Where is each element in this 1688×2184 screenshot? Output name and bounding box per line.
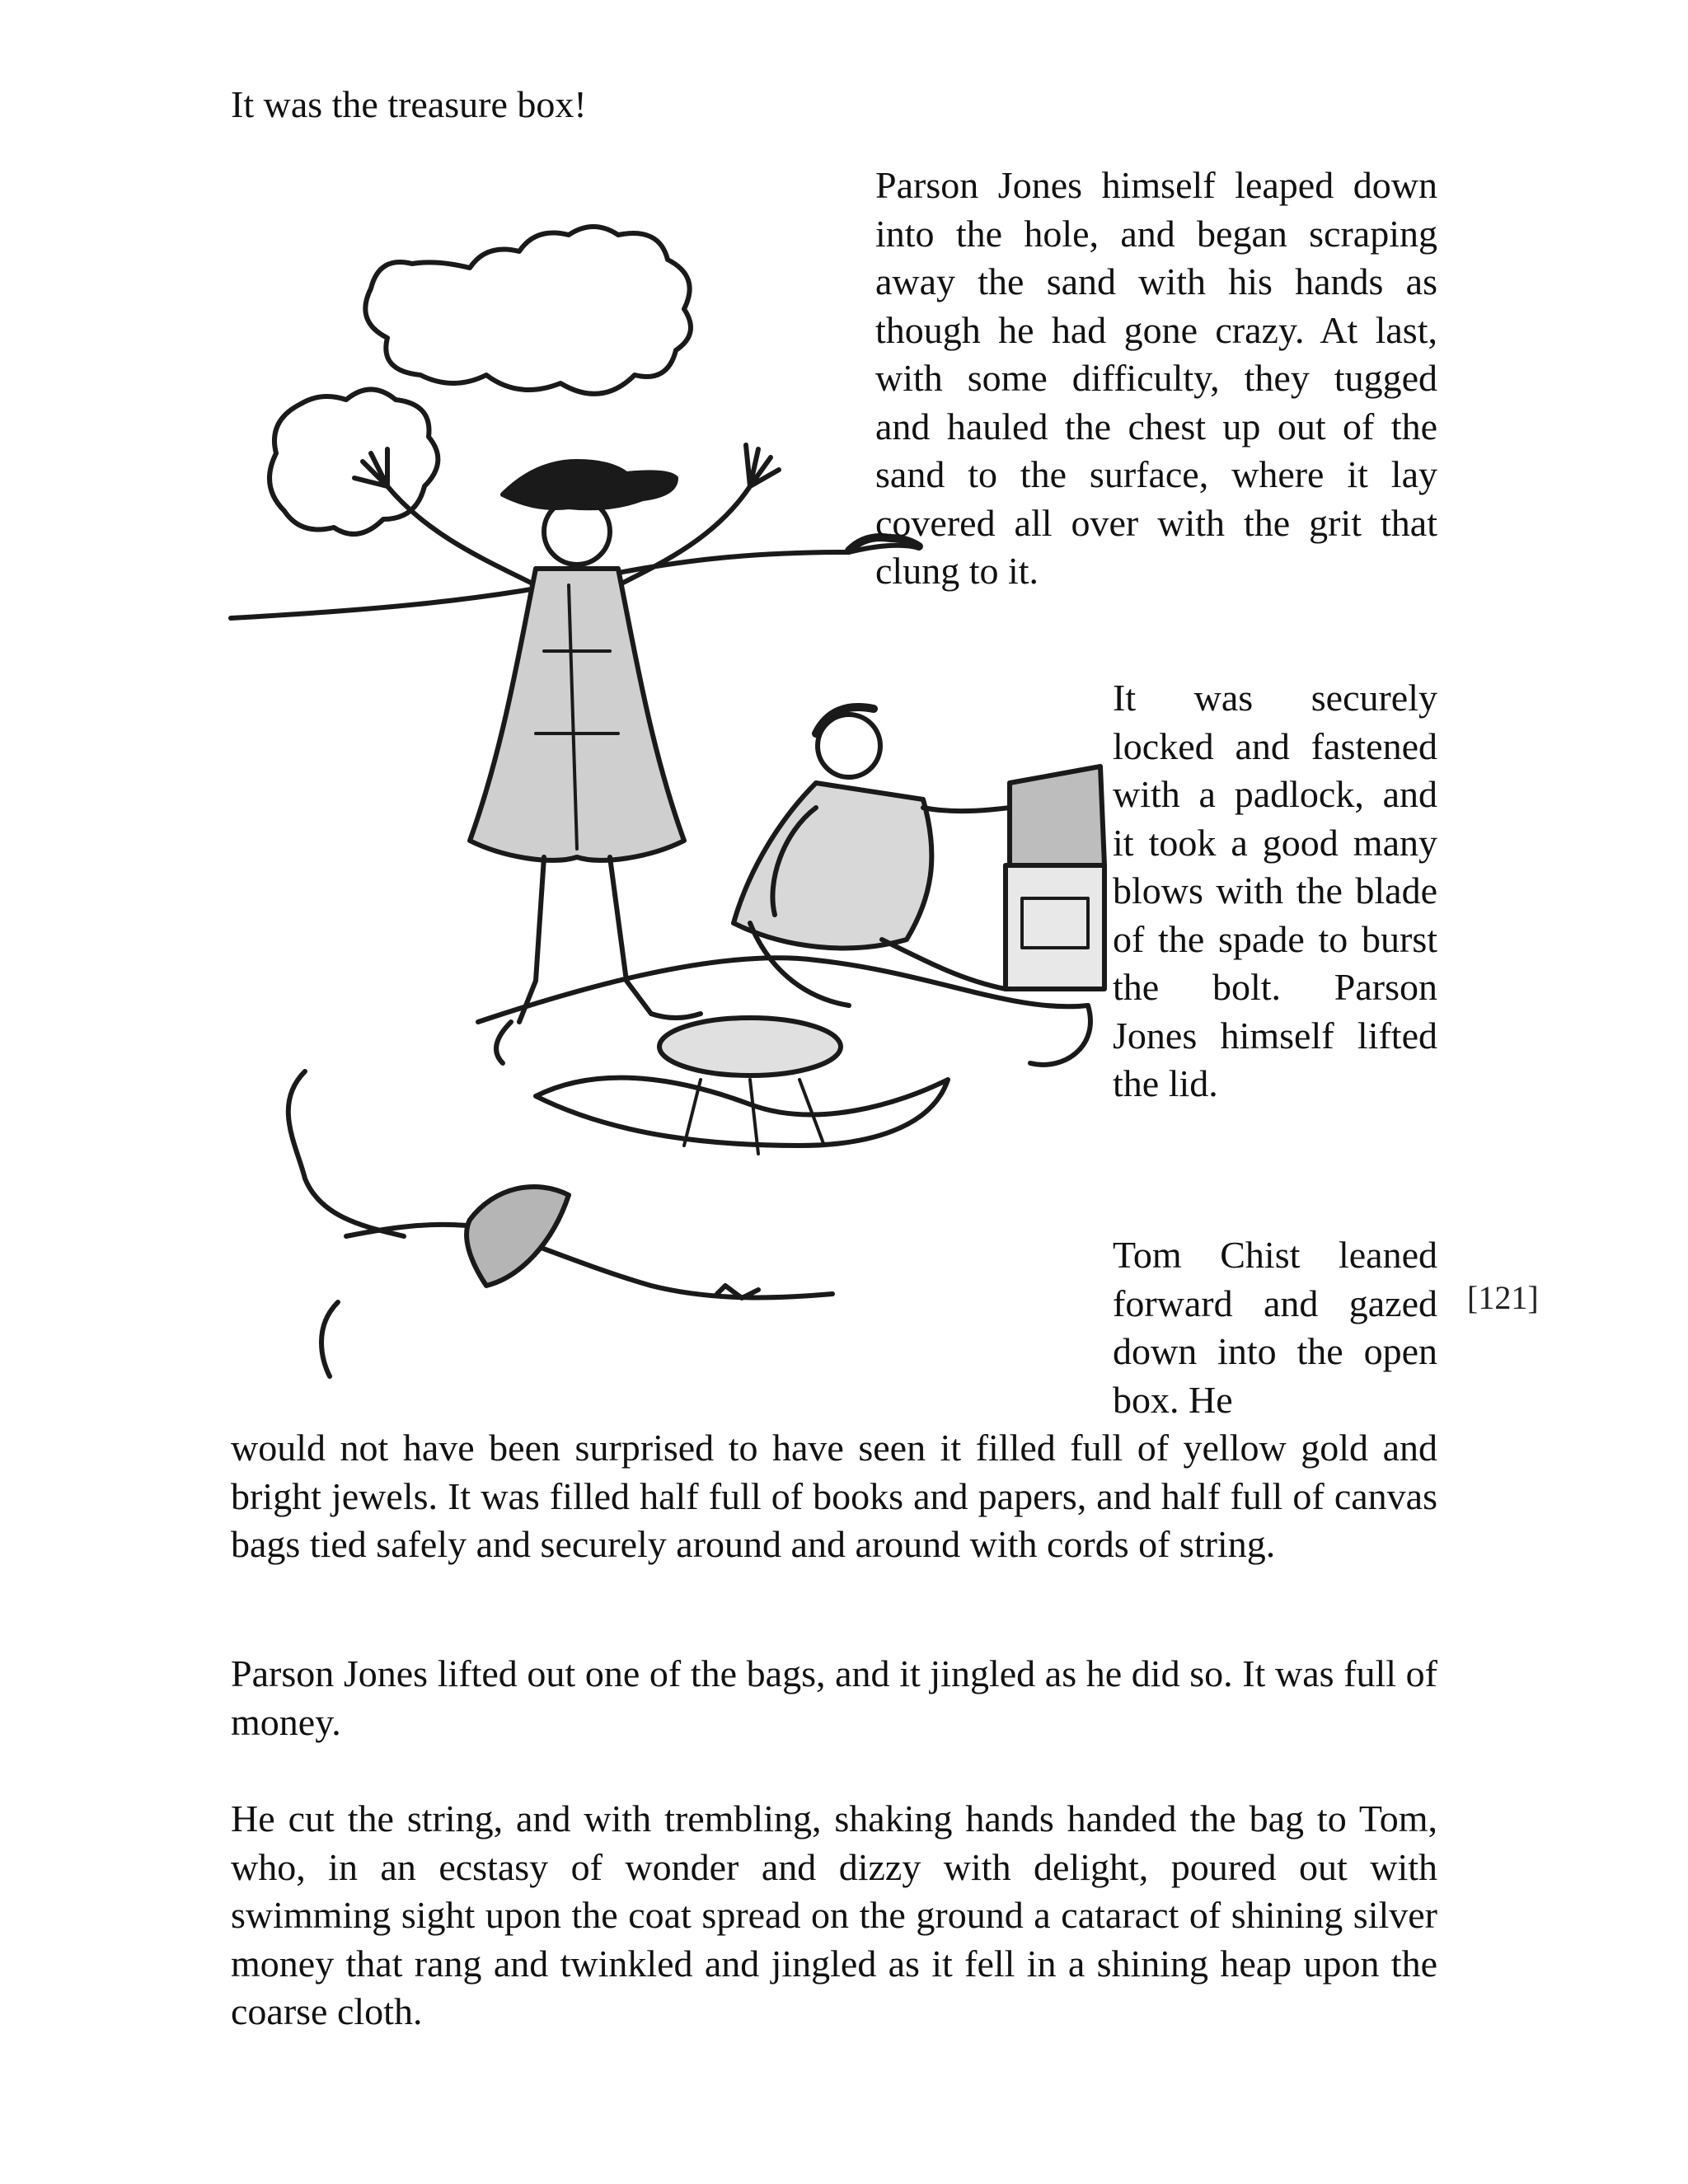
- paragraph-5: He cut the string, and with trembling, shaking hands handed the bag to Tom, who, in an ecstasy of wonder and dizzy with delight, poured out with swimming sight upon the coat spread on the ground a cataract of shining silver money that rang and twinkled and jingled as it fell in a shining heap upon the coarse cloth.: [231, 1797, 1437, 2032]
- coin-heap: [659, 1018, 841, 1076]
- striped-fabric: [467, 1187, 569, 1286]
- parson-legs: [519, 857, 651, 1022]
- page-number: [121]: [1467, 1279, 1539, 1316]
- paragraph-3-start: Tom Chist leaned forward and gazed down into the open box. He: [1113, 1234, 1437, 1421]
- paragraph-1: Parson Jones himself leaped down into the hole, and began scraping away the sand with his hands as though he had gone crazy. At last, with some difficulty, they tugged and hauled the chest up out of the sand to the surface, where it lay covered all over with the grit that clung to it.: [875, 164, 1437, 592]
- opening-line: It was the treasure box!: [231, 83, 587, 125]
- paragraph-2: It was securely locked and fastened with a padlock, and it took a good many blows with the blade of the spade to burst the bolt. Parson Jones himself lifted the lid.: [1113, 677, 1437, 1104]
- kneeling-man-body: [734, 783, 931, 948]
- paragraph-4: Parson Jones lifted out one of the bags, and it jingled as he did so. It was full of money.: [231, 1652, 1437, 1743]
- cloud-upper: [365, 227, 691, 394]
- paragraph-3-continued: would not have been surprised to have seen it filled full of yellow gold and bright jewels. It was filled half full of books and papers, and half full of canvas bags tied safely and securely around and around with cords of string.: [231, 1427, 1437, 1565]
